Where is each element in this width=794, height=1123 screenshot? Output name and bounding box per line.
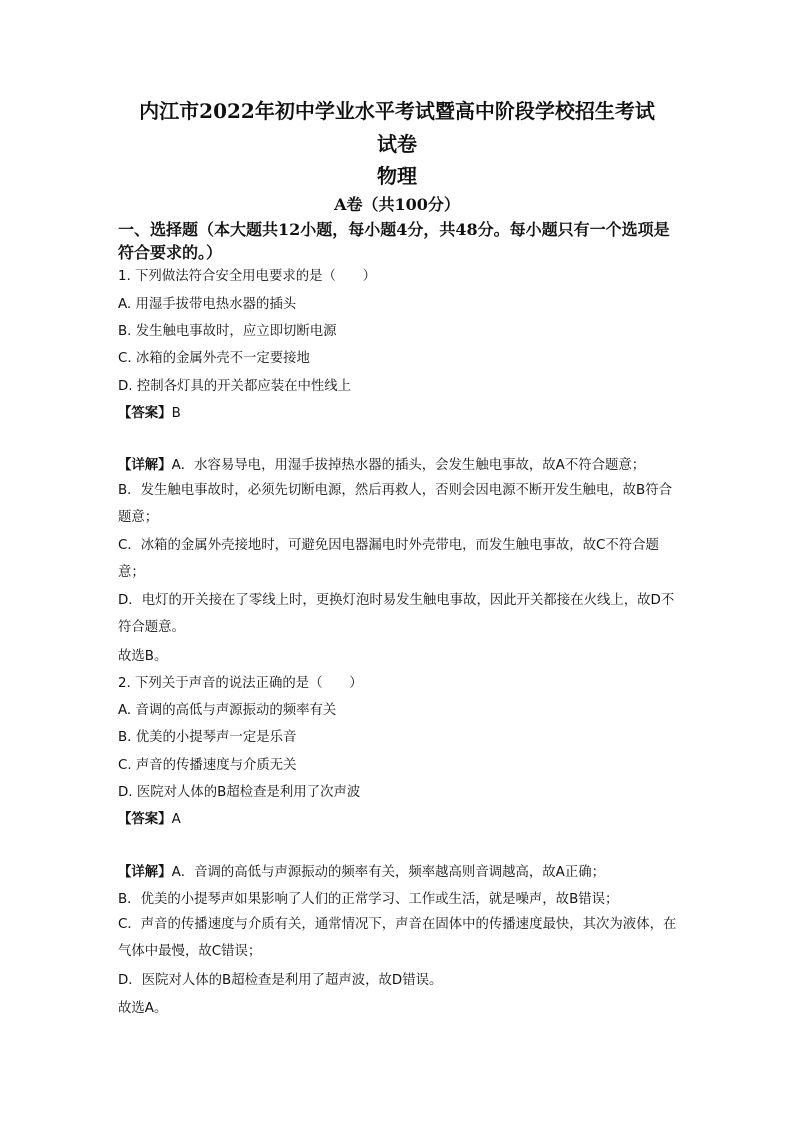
question-1-detail-a <box>118 457 678 475</box>
question-2-option-b: B. 优美的小提琴声一定是乐音 <box>118 730 297 745</box>
exam-title-line2: 试卷 <box>377 132 417 156</box>
detail-text: A．水容易导电，用湿手拔掉热水器的插头，会发生触电事故，故A不符合题意； <box>171 458 646 473</box>
exam-title: 内江市2022年初中学业水平考试暨高中阶段学校招生考试 <box>139 99 655 123</box>
part-heading: A卷（共100分） <box>334 195 460 214</box>
question-2-conclusion: 故选A。 <box>118 1001 168 1016</box>
question-1-detail-b: B．发生触电事故时，必须先切断电源，然后再救人，否则会因电源不断开发生触电，故B符合题意； <box>118 483 672 525</box>
question-2-detail-c: C．声音的传播速度与介质有关，通常情况下，声音在固体中的传播速度最快，其次为液体，在气体中最慢，故C错误； <box>118 917 677 959</box>
question-2-option-d: D. 医院对人体的B超检查是利用了次声波 <box>118 785 361 800</box>
question-1-option-b: B. 发生触电事故时，应立即切断电源 <box>118 324 337 339</box>
question-1-detail-c: C．冰箱的金属外壳接地时，可避免因电器漏电时外壳带电，而发生触电事故，故C不符合题意； <box>118 538 659 580</box>
question-2-answer <box>118 811 678 829</box>
question-1-stem: 1. 下列做法符合安全用电要求的是（ ） <box>118 269 377 284</box>
question-2-detail-b: B．优美的小提琴声如果影响了人们的正常学习、工作或生活，就是噪声，故B错误； <box>118 892 619 907</box>
question-1-option-c: C. 冰箱的金属外壳不一定要接地 <box>118 351 310 366</box>
question-2-detail-a <box>118 864 678 882</box>
answer-value: B <box>171 406 181 421</box>
detail-label: 【详解】 <box>118 458 172 473</box>
answer-label: 【答案】 <box>118 406 172 421</box>
question-2-option-a: A. 音调的高低与声源振动的频率有关 <box>118 703 337 718</box>
question-2-option-c: C. 声音的传播速度与介质无关 <box>118 758 297 773</box>
question-1-option-d: D. 控制各灯具的开关都应装在中性线上 <box>118 379 352 394</box>
question-1-option-a: A. 用湿手拔带电热水器的插头 <box>118 297 297 312</box>
answer-label: 【答案】 <box>118 812 172 827</box>
question-1-detail-d: D．电灯的开关接在了零线上时，更换灯泡时易发生触电事故，因此开关都接在火线上，故D不符合题意。 <box>118 593 675 635</box>
answer-value: A <box>171 812 181 827</box>
question-2-stem: 2. 下列关于声音的说法正确的是（ ） <box>118 676 363 691</box>
detail-label: 【详解】 <box>118 865 172 880</box>
section-heading: 一、选择题（本大题共12小题，每小题4分，共48分。每小题只有一个选项是符合要求的。） <box>118 220 670 262</box>
question-1-answer <box>118 405 678 423</box>
subject-title: 物理 <box>377 164 417 188</box>
question-1-conclusion: 故选B。 <box>118 649 168 664</box>
question-2-detail-d: D．医院对人体的B超检查是利用了超声波，故D错误。 <box>118 973 443 988</box>
detail-text: A．音调的高低与声源振动的频率有关，频率越高则音调越高，故A正确； <box>171 865 605 880</box>
